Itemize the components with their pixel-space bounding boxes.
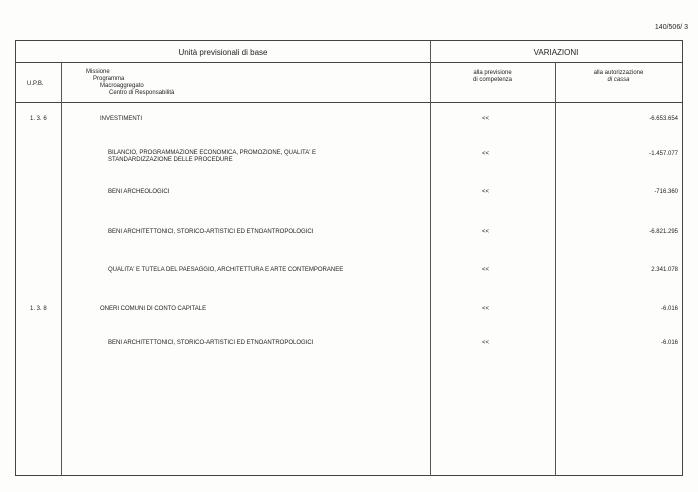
row-competenza: << [482,151,490,157]
row-description: QUALITA' E TUTELA DEL PAESAGGIO, ARCHITETTURA E ARTE CONTEMPORANEE [108,267,344,273]
variazioni-divider [430,41,431,476]
row-cassa: -6.821.295 [649,229,678,235]
row-upb: 1. 3. 6 [30,116,47,122]
upb-header: U.P.B. [27,81,44,87]
row-competenza: << [482,116,490,122]
column-header-divider [16,102,682,103]
competenza-header-line1: alla previsione [473,70,512,76]
row-description: BENI ARCHEOLOGICI [108,189,170,195]
row-cassa: -6.653.654 [649,116,678,122]
row-cassa: 2.341.078 [651,267,678,273]
row-competenza: << [482,267,490,273]
row-competenza: << [482,340,490,346]
row-description: ONERI COMUNI DI CONTO CAPITALE [100,306,207,312]
row-upb: 1. 3. 8 [30,306,47,312]
cassa-header [555,70,682,84]
cassa-header-line1: alla autorizzazione [593,70,644,76]
variazioni-title: VARIAZIONI [533,48,579,57]
row-cassa: -6.016 [660,340,678,346]
hierarchy-programma: Programma [93,76,125,82]
competenza-header [430,70,555,84]
row-description-line2: STANDARDIZZAZIONE DELLE PROCEDURE [108,157,233,163]
row-cassa: -6.016 [660,306,678,312]
competenza-header-line2: di competenza [472,77,513,83]
competenza-cassa-divider [555,62,556,476]
row-description: INVESTIMENTI [100,116,143,122]
unita-previsionali-title: Unità previsionali di base [178,48,268,57]
row-competenza: << [482,229,490,235]
row-cassa: -716.360 [654,189,678,195]
hierarchy-missione: Missione [86,69,110,75]
page-number: 140/506/ 3 [654,24,688,31]
header-divider [16,62,682,63]
hierarchy-macroaggregato: Macroaggregato [100,83,144,89]
row-description [108,150,316,164]
hierarchy-centro-responsabilita: Centro di Responsabilità [109,90,175,96]
cassa-header-line2: di cassa [607,77,630,83]
row-competenza: << [482,306,490,312]
row-competenza: << [482,189,490,195]
row-description: BENI ARCHITETTONICI, STORICO-ARTISTICI ED ETNOANTROPOLOGICI [108,340,314,346]
budget-table [15,40,683,476]
row-description: BENI ARCHITETTONICI, STORICO-ARTISTICI ED ETNOANTROPOLOGICI [108,229,314,235]
row-description-line1: BILANCIO, PROGRAMMAZIONE ECONOMICA, PROMOZIONE, QUALITA' E [108,150,317,156]
upb-column-divider [61,62,62,476]
row-cassa: -1.457.077 [649,151,678,157]
